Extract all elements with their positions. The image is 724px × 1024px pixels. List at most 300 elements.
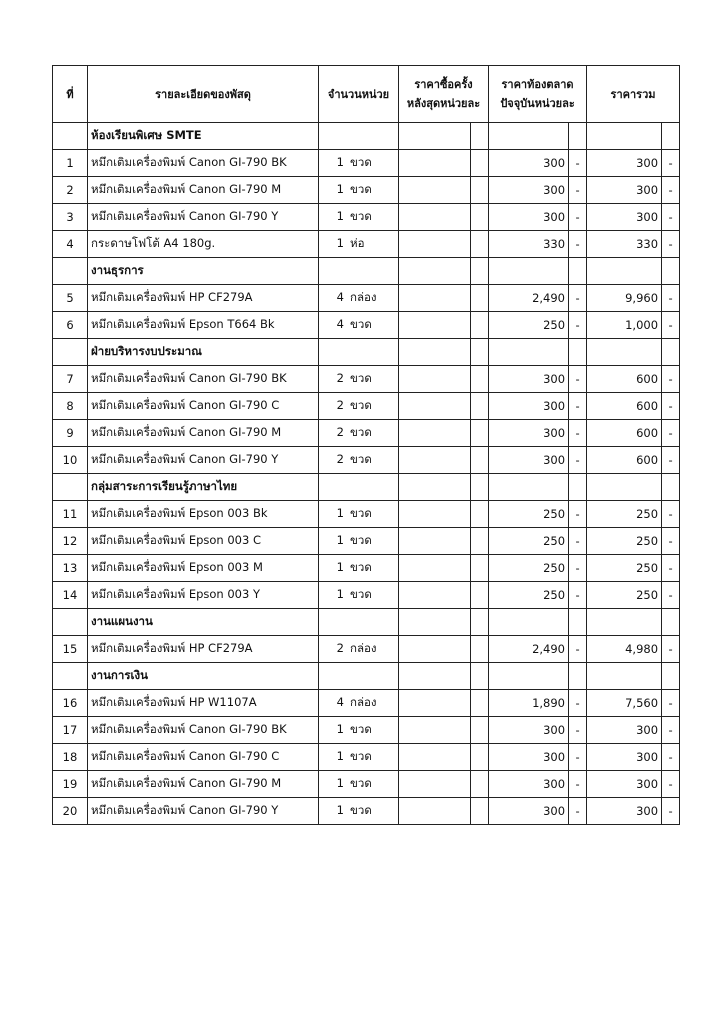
group-market-cell bbox=[489, 609, 569, 636]
item-quantity bbox=[319, 555, 399, 582]
item-description: หมึกเติมเครื่องพิมพ์ Canon GI-790 BK bbox=[88, 366, 319, 393]
item-market-price-satang: - bbox=[569, 177, 587, 204]
item-last-price bbox=[399, 204, 471, 231]
item-last-price bbox=[399, 447, 471, 474]
group-total-cell bbox=[587, 663, 662, 690]
item-total: 330 bbox=[587, 231, 662, 258]
item-total: 9,960 bbox=[587, 285, 662, 312]
table-row bbox=[53, 312, 680, 339]
group-last-price-dash-cell bbox=[471, 474, 489, 501]
item-market-price: 300 bbox=[489, 393, 569, 420]
item-total: 600 bbox=[587, 366, 662, 393]
item-number: 14 bbox=[53, 582, 88, 609]
item-last-price-satang bbox=[471, 636, 489, 663]
item-market-price: 300 bbox=[489, 420, 569, 447]
item-market-price: 2,490 bbox=[489, 636, 569, 663]
table-row bbox=[53, 447, 680, 474]
item-last-price bbox=[399, 690, 471, 717]
item-market-price-satang: - bbox=[569, 771, 587, 798]
item-quantity bbox=[319, 420, 399, 447]
item-unit: ขวด bbox=[350, 452, 372, 466]
item-total: 300 bbox=[587, 177, 662, 204]
item-unit: ขวด bbox=[350, 398, 372, 412]
item-unit: ขวด bbox=[350, 749, 372, 763]
table-row bbox=[53, 204, 680, 231]
item-total: 250 bbox=[587, 555, 662, 582]
table-row bbox=[53, 501, 680, 528]
item-description: หมึกเติมเครื่องพิมพ์ Canon GI-790 BK bbox=[88, 150, 319, 177]
item-description: กระดาษโฟโต้ A4 180g. bbox=[88, 231, 319, 258]
item-quantity bbox=[319, 177, 399, 204]
group-no-cell bbox=[53, 123, 88, 150]
group-no-cell bbox=[53, 258, 88, 285]
item-total-satang: - bbox=[662, 690, 680, 717]
group-header-row bbox=[53, 123, 680, 150]
item-number: 13 bbox=[53, 555, 88, 582]
item-number: 7 bbox=[53, 366, 88, 393]
item-market-price: 250 bbox=[489, 555, 569, 582]
item-number: 8 bbox=[53, 393, 88, 420]
item-market-price: 300 bbox=[489, 150, 569, 177]
group-header-row bbox=[53, 258, 680, 285]
item-last-price bbox=[399, 798, 471, 825]
item-last-price bbox=[399, 312, 471, 339]
item-total-satang: - bbox=[662, 447, 680, 474]
group-title: ฝ่ายบริหารงบประมาณ bbox=[88, 339, 319, 366]
group-market-dash-cell bbox=[569, 123, 587, 150]
item-last-price bbox=[399, 501, 471, 528]
item-last-price-satang bbox=[471, 798, 489, 825]
group-market-dash-cell bbox=[569, 474, 587, 501]
group-market-dash-cell bbox=[569, 339, 587, 366]
item-number: 9 bbox=[53, 420, 88, 447]
item-number: 4 bbox=[53, 231, 88, 258]
group-last-price-cell bbox=[399, 663, 471, 690]
item-total-satang: - bbox=[662, 393, 680, 420]
item-last-price-satang bbox=[471, 447, 489, 474]
header-total: ราคารวม bbox=[587, 66, 680, 123]
item-description: หมึกเติมเครื่องพิมพ์ Epson 003 Bk bbox=[88, 501, 319, 528]
item-market-price: 250 bbox=[489, 501, 569, 528]
item-total-satang: - bbox=[662, 231, 680, 258]
item-number: 2 bbox=[53, 177, 88, 204]
item-market-price-satang: - bbox=[569, 717, 587, 744]
item-unit: ขวด bbox=[350, 803, 372, 817]
table-row bbox=[53, 690, 680, 717]
group-total-cell bbox=[587, 123, 662, 150]
item-market-price: 250 bbox=[489, 582, 569, 609]
item-quantity-value: 1 bbox=[336, 155, 344, 169]
table-row bbox=[53, 231, 680, 258]
item-description: หมึกเติมเครื่องพิมพ์ Canon GI-790 C bbox=[88, 393, 319, 420]
group-title: ห้องเรียนพิเศษ SMTE bbox=[88, 123, 319, 150]
item-last-price-satang bbox=[471, 717, 489, 744]
group-market-cell bbox=[489, 123, 569, 150]
group-total-dash-cell bbox=[662, 123, 680, 150]
table-row bbox=[53, 420, 680, 447]
item-quantity-value: 4 bbox=[336, 695, 344, 709]
item-last-price-satang bbox=[471, 771, 489, 798]
group-last-price-cell bbox=[399, 123, 471, 150]
item-unit: ขวด bbox=[350, 776, 372, 790]
item-description: หมึกเติมเครื่องพิมพ์ HP CF279A bbox=[88, 285, 319, 312]
item-total: 250 bbox=[587, 528, 662, 555]
group-no-cell bbox=[53, 474, 88, 501]
item-total: 300 bbox=[587, 744, 662, 771]
item-description: หมึกเติมเครื่องพิมพ์ Canon GI-790 Y bbox=[88, 447, 319, 474]
item-total-satang: - bbox=[662, 501, 680, 528]
item-quantity bbox=[319, 582, 399, 609]
item-total: 250 bbox=[587, 501, 662, 528]
item-total-satang: - bbox=[662, 717, 680, 744]
item-last-price-satang bbox=[471, 501, 489, 528]
item-number: 17 bbox=[53, 717, 88, 744]
item-market-price: 300 bbox=[489, 771, 569, 798]
item-unit: ขวด bbox=[350, 506, 372, 520]
header-last-price bbox=[399, 66, 489, 123]
item-market-price-satang: - bbox=[569, 231, 587, 258]
group-total-dash-cell bbox=[662, 609, 680, 636]
item-description: หมึกเติมเครื่องพิมพ์ Epson 003 M bbox=[88, 555, 319, 582]
item-last-price-satang bbox=[471, 150, 489, 177]
item-number: 11 bbox=[53, 501, 88, 528]
group-total-cell bbox=[587, 339, 662, 366]
header-no: ที่ bbox=[53, 66, 88, 123]
item-quantity bbox=[319, 690, 399, 717]
item-quantity-value: 2 bbox=[336, 425, 344, 439]
header-last-price-line1: ราคาซื้อครั้ง bbox=[414, 78, 473, 91]
item-total-satang: - bbox=[662, 150, 680, 177]
group-qty-cell bbox=[319, 609, 399, 636]
group-last-price-dash-cell bbox=[471, 123, 489, 150]
group-last-price-cell bbox=[399, 474, 471, 501]
header-market-price-line2: ปัจจุบันหน่วยละ bbox=[500, 97, 575, 110]
item-quantity bbox=[319, 150, 399, 177]
item-market-price-satang: - bbox=[569, 204, 587, 231]
group-total-cell bbox=[587, 474, 662, 501]
header-row bbox=[53, 66, 680, 123]
group-last-price-cell bbox=[399, 339, 471, 366]
item-number: 12 bbox=[53, 528, 88, 555]
item-total: 600 bbox=[587, 393, 662, 420]
item-number: 1 bbox=[53, 150, 88, 177]
item-last-price-satang bbox=[471, 420, 489, 447]
table-row bbox=[53, 555, 680, 582]
item-last-price-satang bbox=[471, 582, 489, 609]
item-description: หมึกเติมเครื่องพิมพ์ Canon GI-790 M bbox=[88, 771, 319, 798]
header-market-price-line1: ราคาท้องตลาด bbox=[501, 78, 574, 91]
header-market-price bbox=[489, 66, 587, 123]
group-total-cell bbox=[587, 258, 662, 285]
item-total: 600 bbox=[587, 447, 662, 474]
group-qty-cell bbox=[319, 258, 399, 285]
item-market-price: 300 bbox=[489, 447, 569, 474]
item-quantity bbox=[319, 798, 399, 825]
item-total-satang: - bbox=[662, 312, 680, 339]
item-quantity bbox=[319, 501, 399, 528]
group-title: งานแผนงาน bbox=[88, 609, 319, 636]
item-quantity-value: 2 bbox=[336, 371, 344, 385]
item-unit: ขวด bbox=[350, 155, 372, 169]
item-market-price: 1,890 bbox=[489, 690, 569, 717]
item-total-satang: - bbox=[662, 744, 680, 771]
item-quantity-value: 2 bbox=[336, 641, 344, 655]
item-quantity-value: 1 bbox=[336, 209, 344, 223]
item-number: 20 bbox=[53, 798, 88, 825]
item-last-price bbox=[399, 177, 471, 204]
item-market-price-satang: - bbox=[569, 285, 587, 312]
item-quantity-value: 1 bbox=[336, 533, 344, 547]
item-quantity bbox=[319, 366, 399, 393]
group-no-cell bbox=[53, 609, 88, 636]
table-row bbox=[53, 771, 680, 798]
item-number: 19 bbox=[53, 771, 88, 798]
item-total-satang: - bbox=[662, 582, 680, 609]
item-unit: ขวด bbox=[350, 182, 372, 196]
item-quantity bbox=[319, 447, 399, 474]
item-unit: ขวด bbox=[350, 533, 372, 547]
item-quantity-value: 1 bbox=[336, 587, 344, 601]
group-last-price-dash-cell bbox=[471, 339, 489, 366]
item-last-price bbox=[399, 366, 471, 393]
item-market-price: 250 bbox=[489, 528, 569, 555]
table-row bbox=[53, 150, 680, 177]
item-quantity bbox=[319, 636, 399, 663]
item-unit: ขวด bbox=[350, 371, 372, 385]
item-unit: กล่อง bbox=[350, 641, 377, 655]
item-total-satang: - bbox=[662, 555, 680, 582]
item-description: หมึกเติมเครื่องพิมพ์ Canon GI-790 C bbox=[88, 744, 319, 771]
item-quantity-value: 1 bbox=[336, 749, 344, 763]
item-description: หมึกเติมเครื่องพิมพ์ HP CF279A bbox=[88, 636, 319, 663]
item-description: หมึกเติมเครื่องพิมพ์ Canon GI-790 Y bbox=[88, 204, 319, 231]
table-body bbox=[53, 123, 680, 825]
item-quantity bbox=[319, 771, 399, 798]
item-quantity bbox=[319, 204, 399, 231]
item-market-price-satang: - bbox=[569, 798, 587, 825]
group-last-price-dash-cell bbox=[471, 609, 489, 636]
group-total-dash-cell bbox=[662, 339, 680, 366]
item-quantity-value: 2 bbox=[336, 398, 344, 412]
item-unit: กล่อง bbox=[350, 290, 377, 304]
item-last-price bbox=[399, 528, 471, 555]
group-market-cell bbox=[489, 339, 569, 366]
item-total-satang: - bbox=[662, 528, 680, 555]
group-market-cell bbox=[489, 663, 569, 690]
item-last-price-satang bbox=[471, 690, 489, 717]
table-row bbox=[53, 798, 680, 825]
item-total-satang: - bbox=[662, 771, 680, 798]
group-qty-cell bbox=[319, 339, 399, 366]
header-last-price-line2: หลังสุดหน่วยละ bbox=[406, 97, 481, 110]
item-market-price-satang: - bbox=[569, 366, 587, 393]
group-qty-cell bbox=[319, 663, 399, 690]
table-row bbox=[53, 717, 680, 744]
table-row bbox=[53, 285, 680, 312]
group-title: งานธุรการ bbox=[88, 258, 319, 285]
item-market-price-satang: - bbox=[569, 744, 587, 771]
item-number: 15 bbox=[53, 636, 88, 663]
item-unit: ขวด bbox=[350, 587, 372, 601]
group-last-price-cell bbox=[399, 258, 471, 285]
procurement-table bbox=[52, 65, 680, 825]
item-total: 250 bbox=[587, 582, 662, 609]
item-last-price bbox=[399, 420, 471, 447]
item-market-price-satang: - bbox=[569, 555, 587, 582]
item-last-price bbox=[399, 717, 471, 744]
table-row bbox=[53, 366, 680, 393]
item-description: หมึกเติมเครื่องพิมพ์ Canon GI-790 M bbox=[88, 177, 319, 204]
item-market-price-satang: - bbox=[569, 501, 587, 528]
item-market-price-satang: - bbox=[569, 393, 587, 420]
item-total-satang: - bbox=[662, 798, 680, 825]
item-quantity-value: 1 bbox=[336, 803, 344, 817]
item-market-price-satang: - bbox=[569, 312, 587, 339]
item-quantity-value: 1 bbox=[336, 236, 344, 250]
item-total-satang: - bbox=[662, 366, 680, 393]
group-total-dash-cell bbox=[662, 474, 680, 501]
item-unit: ห่อ bbox=[350, 236, 365, 250]
item-last-price-satang bbox=[471, 366, 489, 393]
group-header-row bbox=[53, 339, 680, 366]
item-total: 300 bbox=[587, 150, 662, 177]
item-total-satang: - bbox=[662, 285, 680, 312]
item-market-price-satang: - bbox=[569, 690, 587, 717]
item-quantity-value: 1 bbox=[336, 722, 344, 736]
group-qty-cell bbox=[319, 123, 399, 150]
item-description: หมึกเติมเครื่องพิมพ์ Canon GI-790 Y bbox=[88, 798, 319, 825]
item-total: 7,560 bbox=[587, 690, 662, 717]
item-last-price-satang bbox=[471, 393, 489, 420]
table-row bbox=[53, 636, 680, 663]
item-total: 300 bbox=[587, 717, 662, 744]
group-no-cell bbox=[53, 663, 88, 690]
item-quantity-value: 4 bbox=[336, 290, 344, 304]
item-last-price-satang bbox=[471, 204, 489, 231]
item-description: หมึกเติมเครื่องพิมพ์ Canon GI-790 BK bbox=[88, 717, 319, 744]
item-market-price-satang: - bbox=[569, 447, 587, 474]
item-market-price: 300 bbox=[489, 717, 569, 744]
item-unit: ขวด bbox=[350, 560, 372, 574]
item-description: หมึกเติมเครื่องพิมพ์ Epson 003 Y bbox=[88, 582, 319, 609]
item-total-satang: - bbox=[662, 204, 680, 231]
item-market-price: 300 bbox=[489, 744, 569, 771]
group-market-cell bbox=[489, 258, 569, 285]
item-last-price-satang bbox=[471, 177, 489, 204]
group-title: งานการเงิน bbox=[88, 663, 319, 690]
item-quantity-value: 2 bbox=[336, 452, 344, 466]
group-header-row bbox=[53, 474, 680, 501]
item-unit: ขวด bbox=[350, 317, 372, 331]
group-total-cell bbox=[587, 609, 662, 636]
item-market-price: 300 bbox=[489, 798, 569, 825]
table-row bbox=[53, 528, 680, 555]
item-market-price-satang: - bbox=[569, 636, 587, 663]
item-market-price-satang: - bbox=[569, 582, 587, 609]
item-market-price: 300 bbox=[489, 177, 569, 204]
item-market-price: 250 bbox=[489, 312, 569, 339]
group-market-dash-cell bbox=[569, 663, 587, 690]
item-total: 600 bbox=[587, 420, 662, 447]
item-last-price bbox=[399, 582, 471, 609]
item-number: 5 bbox=[53, 285, 88, 312]
item-market-price: 2,490 bbox=[489, 285, 569, 312]
item-description: หมึกเติมเครื่องพิมพ์ Epson T664 Bk bbox=[88, 312, 319, 339]
item-quantity bbox=[319, 717, 399, 744]
item-quantity bbox=[319, 528, 399, 555]
item-quantity-value: 1 bbox=[336, 776, 344, 790]
item-number: 16 bbox=[53, 690, 88, 717]
item-total: 300 bbox=[587, 771, 662, 798]
group-last-price-dash-cell bbox=[471, 258, 489, 285]
group-qty-cell bbox=[319, 474, 399, 501]
item-last-price bbox=[399, 744, 471, 771]
table-row bbox=[53, 582, 680, 609]
item-unit: ขวด bbox=[350, 209, 372, 223]
item-last-price-satang bbox=[471, 312, 489, 339]
item-quantity bbox=[319, 393, 399, 420]
item-total: 1,000 bbox=[587, 312, 662, 339]
item-number: 6 bbox=[53, 312, 88, 339]
item-last-price-satang bbox=[471, 555, 489, 582]
item-last-price bbox=[399, 636, 471, 663]
item-total: 4,980 bbox=[587, 636, 662, 663]
item-market-price-satang: - bbox=[569, 150, 587, 177]
group-market-dash-cell bbox=[569, 258, 587, 285]
group-market-dash-cell bbox=[569, 609, 587, 636]
item-last-price bbox=[399, 393, 471, 420]
item-unit: ขวด bbox=[350, 722, 372, 736]
item-quantity bbox=[319, 312, 399, 339]
table-row bbox=[53, 393, 680, 420]
item-market-price-satang: - bbox=[569, 528, 587, 555]
group-header-row bbox=[53, 609, 680, 636]
item-description: หมึกเติมเครื่องพิมพ์ Canon GI-790 M bbox=[88, 420, 319, 447]
item-unit: กล่อง bbox=[350, 695, 377, 709]
item-quantity-value: 1 bbox=[336, 560, 344, 574]
item-market-price-satang: - bbox=[569, 420, 587, 447]
item-total-satang: - bbox=[662, 177, 680, 204]
item-quantity bbox=[319, 744, 399, 771]
group-last-price-cell bbox=[399, 609, 471, 636]
header-quantity: จำนวนหน่วย bbox=[319, 66, 399, 123]
item-market-price: 330 bbox=[489, 231, 569, 258]
item-last-price-satang bbox=[471, 528, 489, 555]
item-market-price: 300 bbox=[489, 204, 569, 231]
item-description: หมึกเติมเครื่องพิมพ์ Epson 003 C bbox=[88, 528, 319, 555]
item-number: 10 bbox=[53, 447, 88, 474]
group-no-cell bbox=[53, 339, 88, 366]
group-total-dash-cell bbox=[662, 258, 680, 285]
item-last-price bbox=[399, 150, 471, 177]
item-last-price bbox=[399, 231, 471, 258]
item-number: 18 bbox=[53, 744, 88, 771]
item-market-price: 300 bbox=[489, 366, 569, 393]
item-last-price-satang bbox=[471, 744, 489, 771]
item-total-satang: - bbox=[662, 636, 680, 663]
header-description: รายละเอียดของพัสดุ bbox=[88, 66, 319, 123]
item-last-price-satang bbox=[471, 285, 489, 312]
item-quantity-value: 1 bbox=[336, 182, 344, 196]
item-total: 300 bbox=[587, 798, 662, 825]
item-quantity-value: 4 bbox=[336, 317, 344, 331]
item-last-price bbox=[399, 285, 471, 312]
group-header-row bbox=[53, 663, 680, 690]
item-total-satang: - bbox=[662, 420, 680, 447]
table-row bbox=[53, 744, 680, 771]
group-title: กลุ่มสาระการเรียนรู้ภาษาไทย bbox=[88, 474, 319, 501]
item-description: หมึกเติมเครื่องพิมพ์ HP W1107A bbox=[88, 690, 319, 717]
